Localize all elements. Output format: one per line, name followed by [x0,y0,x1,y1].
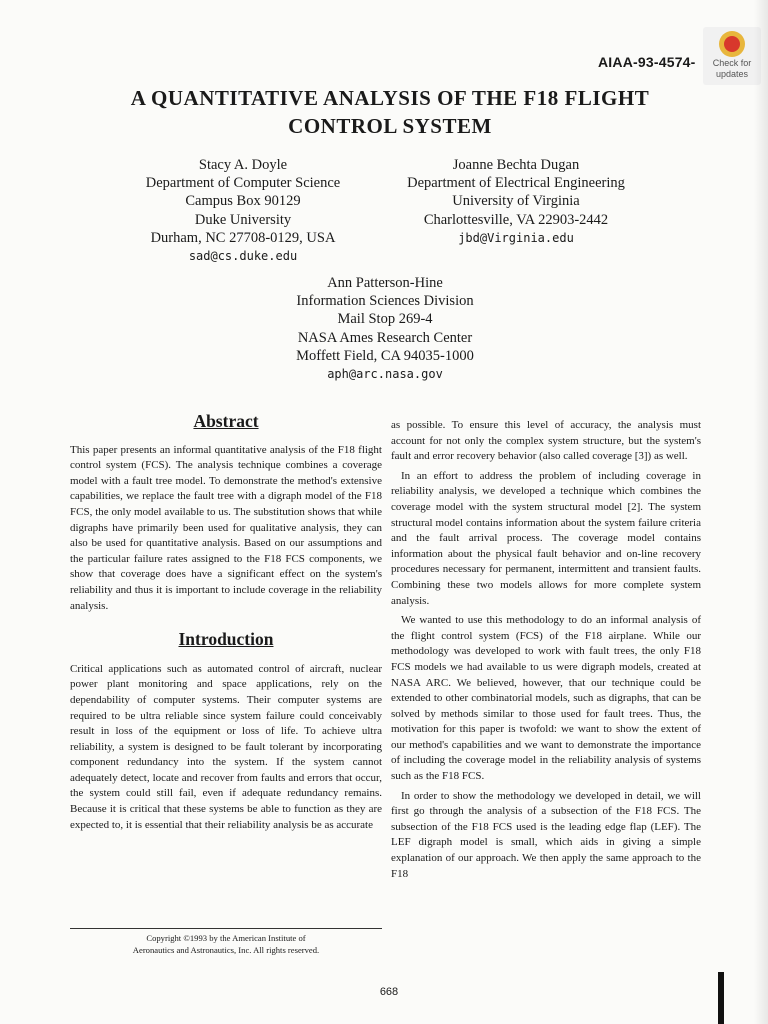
copyright-footnote [70,928,382,956]
report-number: AIAA-93-4574- [598,54,696,70]
abstract-paragraph: This paper presents an informal quantitative analysis of the F18 flight control system (FCS). The analysis technique combines a coverage model with a fault tree model. To demonstrate the method's extensive capabilities, we replace the fault tree with a digraph model of the F18 FCS, the only model available to us. The substitution shows that while digraphs have primarily been used for qualitative analysis, they can also be used for quantitative analysis. Based on our assumptions and the particular failure rates assigned to the F18 FCS components, we show that coverage does have a significant effect on the system's reliability and thus it is important to include coverage in the reliability analysis. [70,443,382,612]
author-institution: NASA Ames Research Center [297,329,473,346]
author-department: Department of Electrical Engineering [407,175,625,192]
check-for-updates-badge[interactable] [703,27,761,85]
author-name: Stacy A. Doyle [198,157,288,173]
left-column [70,411,382,833]
author-city: Charlottesville, VA 22903-2442 [423,211,609,228]
author-institution: University of Virginia [452,193,580,210]
author-name: Ann Patterson-Hine [327,275,443,291]
body-paragraph-continued: as possible. To ensure this level of accuracy, the analysis must account for not only the complex system structure, but the system's fault and error recovery behavior (also called coverage [3]) as well. [391,419,701,463]
check-updates-icon [719,31,745,57]
paper-title [60,84,720,140]
author-division: Information Sciences Division [296,293,474,310]
author-email: jbd@Virginia.edu [458,230,574,245]
body-paragraph-outline: In order to show the methodology we developed in detail, we will first go through the analysis of a subsection of the F18 FCS. The subsection of the F18 FCS used is the leading edge flap (LEF). The LEF digraph model is small, which aids in giving a simple explanation of our approach. We then apply the same approach to the F18 [391,789,701,880]
title-line-1: A QUANTITATIVE ANALYSIS OF THE F18 FLIGHT [130,86,650,110]
title-line-2: CONTROL SYSTEM [288,114,492,138]
body-paragraph-technique: In an effort to address the problem of including coverage in reliability analysis, we developed a technique which combines the coverage model with the system structural model [2]. The system structural model contains information about the system failure criteria and the fault arrival process. The coverage model contains information about the physical fault behavior and on-line recovery procedures necessary for permanent, intermittent and transient faults. Combining these two models allows for more complete system analysis. [391,469,701,607]
author-city: Durham, NC 27708-0129, USA [150,229,336,246]
author-department: Department of Computer Science [145,175,341,192]
right-column [391,418,701,882]
abstract-heading: Abstract [193,411,259,431]
scan-edge-shadow [754,0,768,1024]
copyright-line-1: Copyright ©1993 by the American Institute of [146,933,306,943]
copyright-line-2: Aeronautics and Astronautics, Inc. All rights reserved. [132,945,320,955]
badge-label-line-2: updates [715,69,749,79]
author-name: Joanne Bechta Dugan [452,157,580,173]
author-address: Campus Box 90129 [185,193,301,210]
author-email: sad@cs.duke.edu [188,249,298,264]
introduction-heading: Introduction [178,629,274,650]
body-paragraph-motivation: We wanted to use this methodology to do an informal analysis of the flight control system (FCS) of the F18 airplane. While our methodology was developed to work with fault trees, the only F18 FCS models we had available to us were digraph models, created at NASA ARC. We believed, however, that our technique could be extended to other combinatorial models, such as digraphs, that can be solved by methods similar to those used for fault trees. Thus, the motivation for this paper is twofold: we want to show the extent of our method's capabilities and we want to demonstrate the importance of including the coverage model in the reliability analysis of systems such as the F18 FCS. [391,614,701,783]
author-address: Mail Stop 269-4 [337,311,433,328]
author-block-patterson-hine [270,274,500,383]
author-city: Moffett Field, CA 94035-1000 [296,347,474,364]
author-block-doyle [130,156,356,265]
badge-label-line-1: Check for [712,58,752,68]
page-number: 668 [379,986,399,998]
binding-mark [718,972,724,1024]
author-email: aph@arc.nasa.gov [327,367,443,382]
introduction-paragraph: Critical applications such as automated control of aircraft, nuclear power plant monitoring and space applications, rely on the dependability of computer systems. Their computer systems are required to be ultra reliable since system failure could conceivably result in loss of the equipment or loss of life. To achieve ultra reliability, a system is designed to be fault tolerant by incorporating component redundancy into the system. If the system cannot adequately detect, locate and recover from faults and errors that occur, the system could still fail, even if adequate redundancy remains. Because it is critical that these systems be able to function as they are expected to, it is essential that their reliability analysis be as accurate [70,662,382,831]
author-block-dugan [384,156,648,247]
author-institution: Duke University [194,211,292,228]
